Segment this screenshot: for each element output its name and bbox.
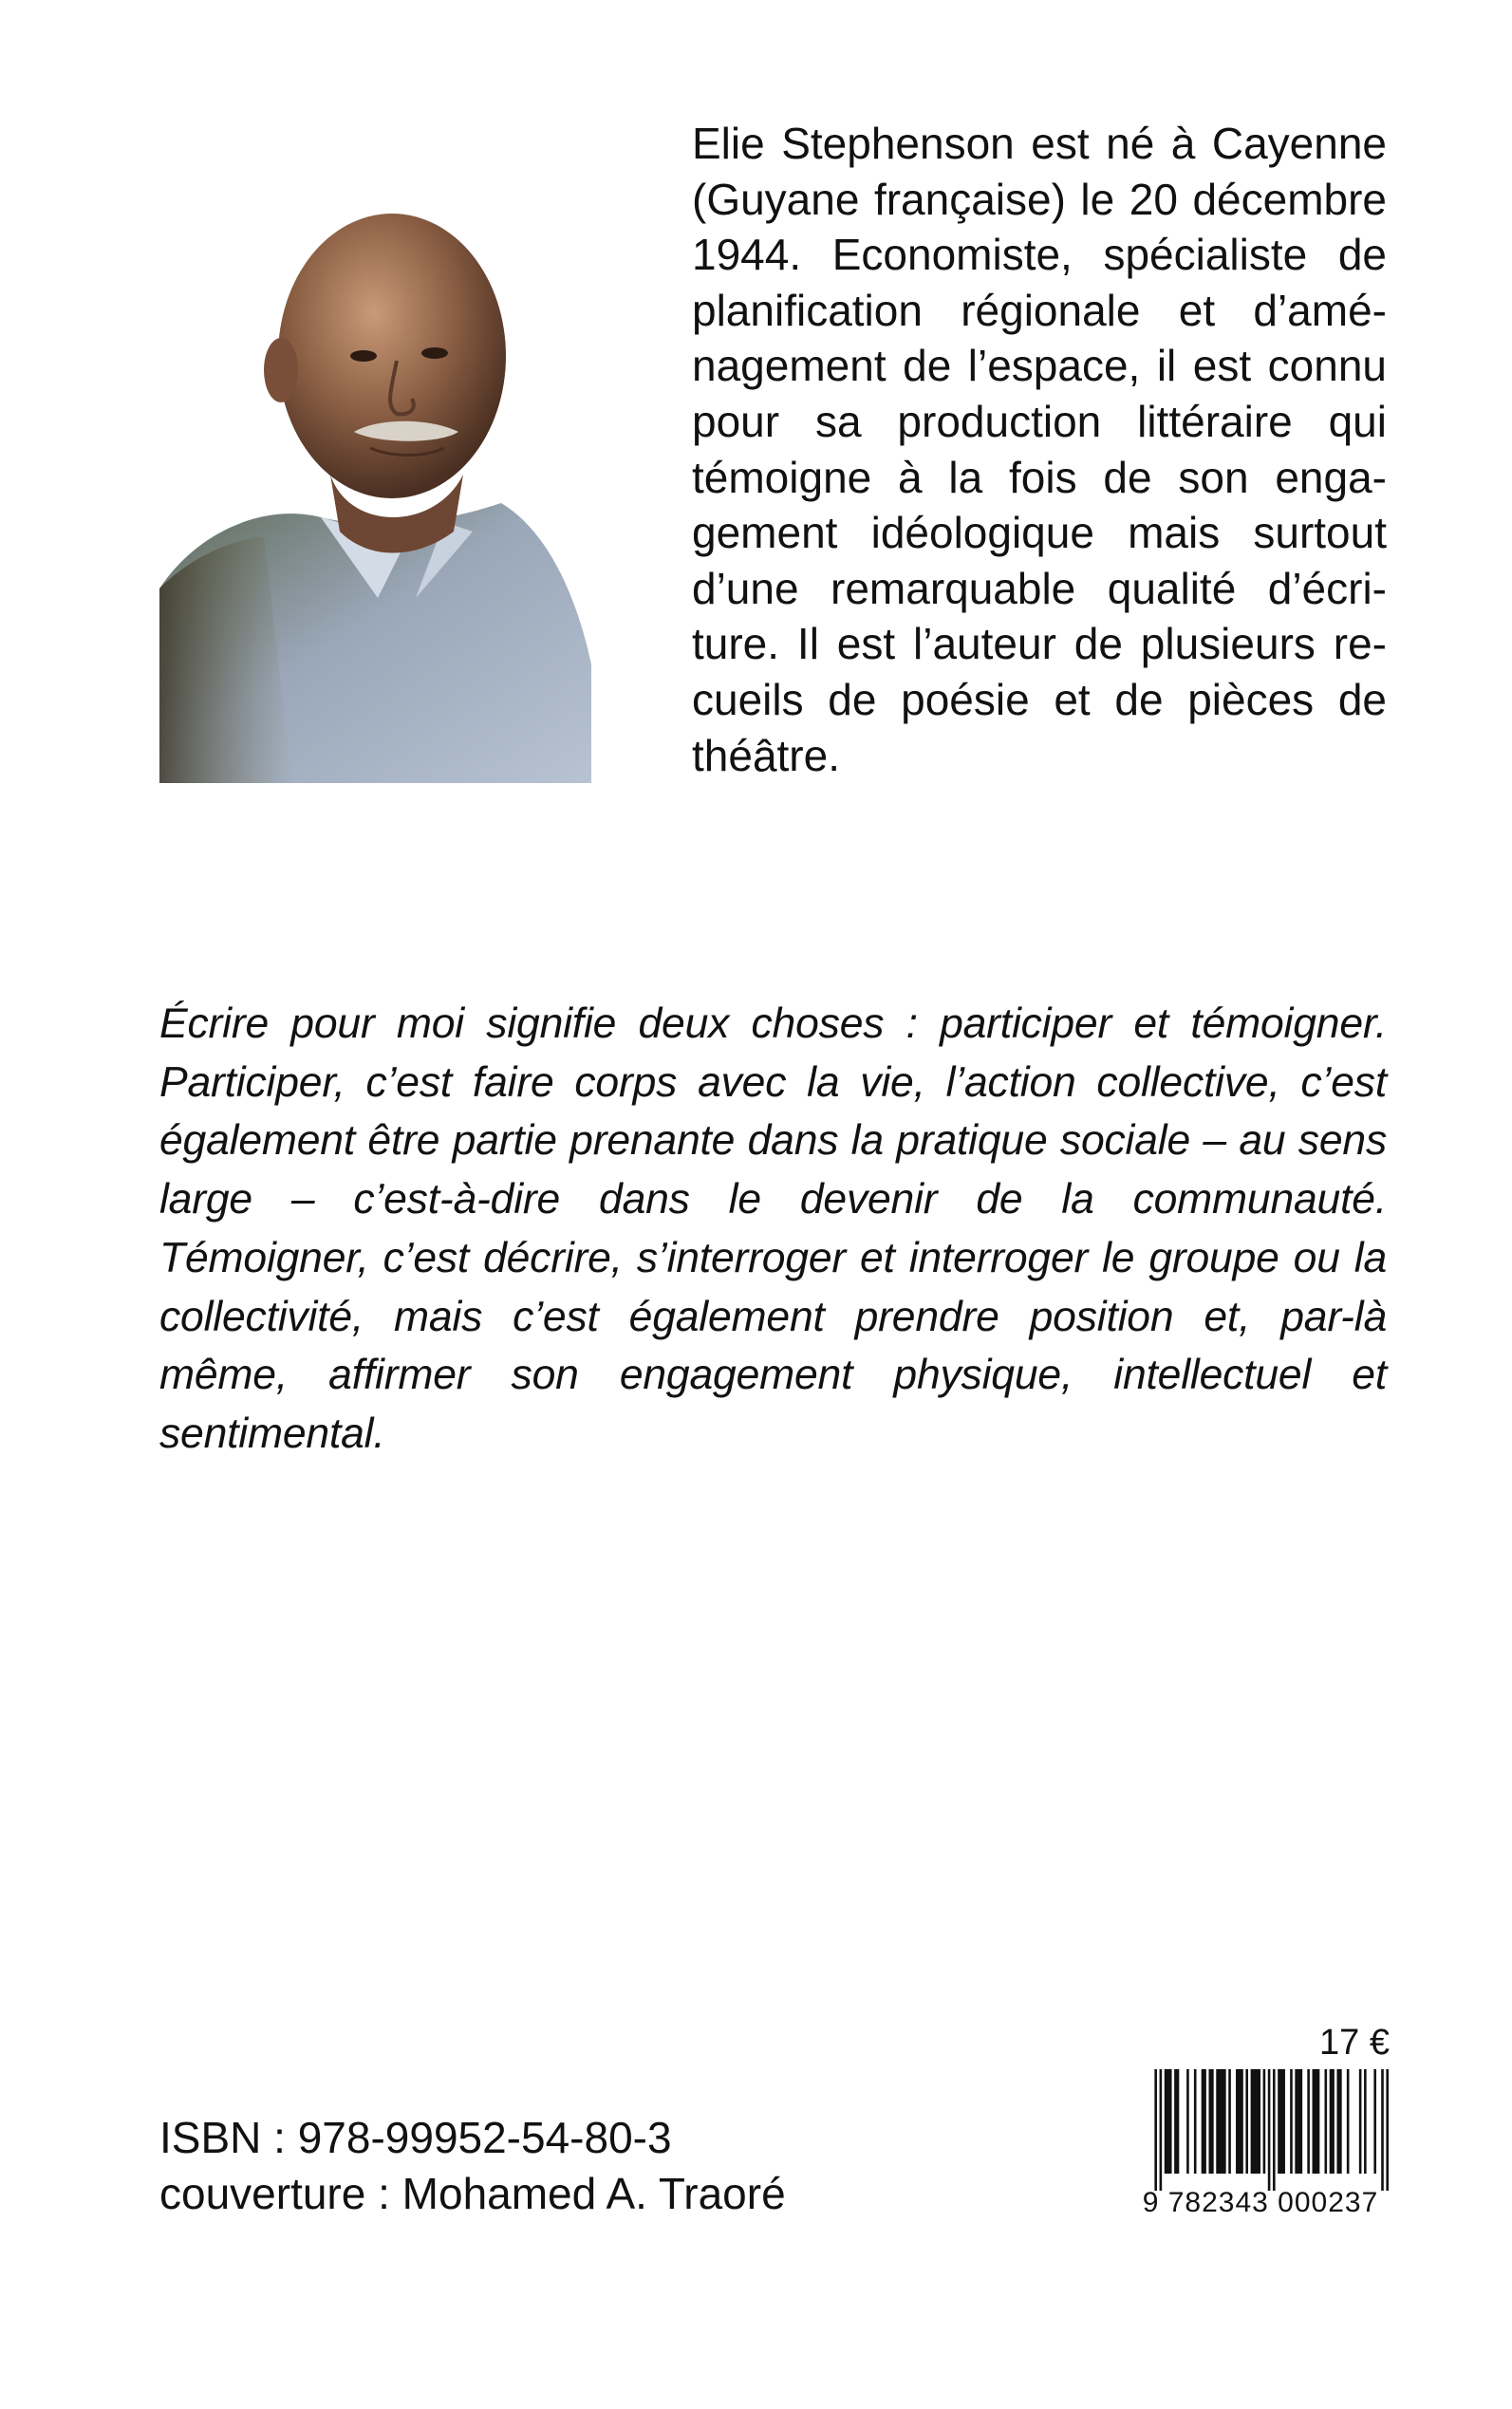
barcode bbox=[1132, 2069, 1389, 2219]
barcode-bar-1 bbox=[1160, 2069, 1163, 2191]
barcode-bar-4 bbox=[1186, 2069, 1189, 2174]
barcode-bar-11 bbox=[1245, 2069, 1248, 2174]
author-biography: Elie Stephenson est né à Cayenne (Guyane française) le 20 décembre 1944. Economiste, spécialiste de planification régionale et d’aménagement de l’espace, il est connu pour sa production littéraire qui témoigne à la fois de son engagement idéologique mais surtout d’une remarquable qualité d’écriture. Il est l’auteur de plusieurs recueils de poésie et de pièces de théâtre. bbox=[692, 119, 1387, 780]
barcode-bar-5 bbox=[1194, 2069, 1197, 2174]
barcode-bars bbox=[1132, 2069, 1389, 2191]
barcode-bar-25 bbox=[1359, 2069, 1362, 2174]
barcode-bar-26 bbox=[1364, 2069, 1367, 2174]
barcode-bar-14 bbox=[1268, 2069, 1271, 2191]
barcode-bar-3 bbox=[1174, 2069, 1179, 2174]
barcode-bar-22 bbox=[1330, 2069, 1335, 2174]
barcode-bar-8 bbox=[1216, 2069, 1225, 2174]
author-quote: Écrire pour moi signifie deux choses : participer et témoigner. Participer, c’est faire corps avec la vie, l’action collective, c’est également être partie prenante dans la pratique sociale – au sens large – c’est-à-dire dans le devenir de la communauté. Témoigner, c’est décrire, s’interroger et interroger le groupe ou la collectivité, mais c’est également prendre position et, par-là même, affirmer son engagement physique, intellectuel et sentimental. bbox=[159, 1000, 1387, 1457]
barcode-bar-23 bbox=[1336, 2069, 1341, 2174]
barcode-bar-27 bbox=[1373, 2069, 1376, 2174]
isbn-label: ISBN : 978-99952-54-80-3 bbox=[159, 2113, 672, 2162]
barcode-bar-20 bbox=[1313, 2069, 1320, 2174]
barcode-bar-16 bbox=[1278, 2069, 1285, 2174]
barcode-bar-12 bbox=[1251, 2069, 1260, 2174]
barcode-bar-7 bbox=[1208, 2069, 1213, 2174]
barcode-bar-29 bbox=[1386, 2069, 1389, 2191]
barcode-number: 9 782343 000237 bbox=[1142, 2187, 1379, 2218]
barcode-bar-0 bbox=[1154, 2069, 1157, 2191]
author-portrait-image bbox=[159, 190, 591, 783]
cover-credit-label: couverture : Mohamed A. Traoré bbox=[159, 2169, 786, 2218]
barcode-bar-18 bbox=[1295, 2069, 1302, 2174]
barcode-bar-9 bbox=[1228, 2069, 1231, 2174]
barcode-bar-6 bbox=[1202, 2069, 1206, 2174]
barcode-bar-19 bbox=[1307, 2069, 1310, 2174]
barcode-bar-21 bbox=[1325, 2069, 1328, 2174]
barcode-bar-17 bbox=[1290, 2069, 1293, 2174]
author-photo bbox=[159, 190, 591, 783]
price-label: 17 € bbox=[1319, 2023, 1390, 2063]
barcode-bar-13 bbox=[1263, 2069, 1266, 2174]
barcode-bar-10 bbox=[1236, 2069, 1243, 2174]
barcode-bar-24 bbox=[1347, 2069, 1350, 2174]
barcode-bar-2 bbox=[1165, 2069, 1172, 2174]
barcode-bar-28 bbox=[1381, 2069, 1384, 2191]
barcode-bar-15 bbox=[1273, 2069, 1276, 2191]
